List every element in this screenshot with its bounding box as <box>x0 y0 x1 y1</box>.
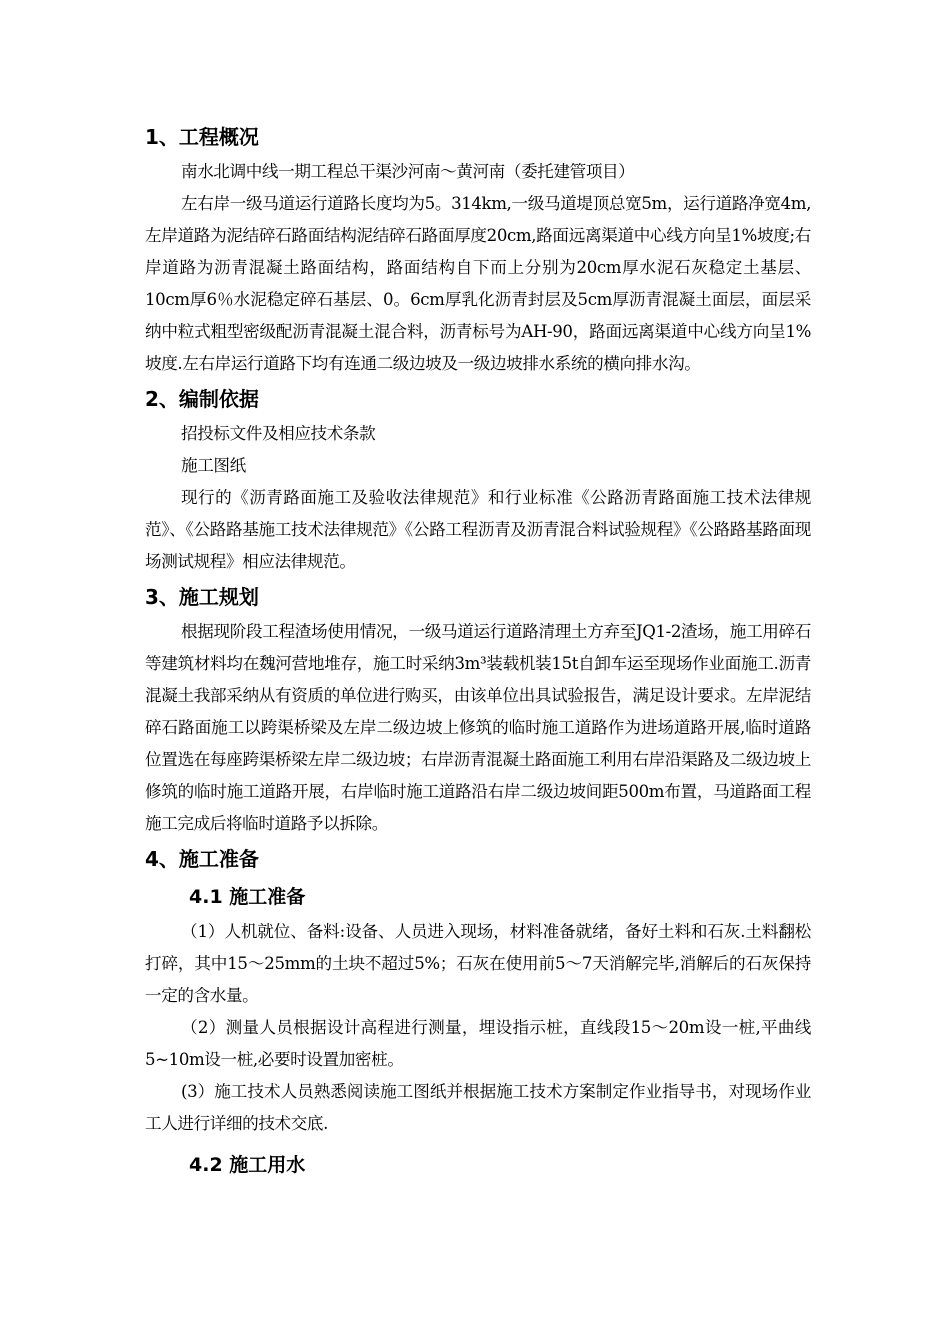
section-heading-preparation: 4、施工准备 <box>145 847 259 871</box>
subsection-heading-4-1: 4.1 施工准备 <box>189 886 306 908</box>
paragraph-prep-item-1: （1）人机就位、备料:设备、人员进入现场，材料准备就绪，备好土料和石灰.土料翻松打碎，其中15～25mm的土块不超过5%；石灰在使用前5～7天消解完毕,消解后的石灰保持一定的含水量。 <box>145 922 811 1005</box>
subsection-heading-4-2: 4.2 施工用水 <box>189 1154 306 1176</box>
paragraph-bid-documents: 招投标文件及相应技术条款 <box>181 424 376 443</box>
paragraph-road-description: 左右岸一级马道运行道路长度均为5。314km,一级马道堤顶总宽5m，运行道路净宽4m,左岸道路为泥结碎石路面结构泥结碎石路面厚度20cm,路面远离渠道中心线方向呈1%坡度;右岸道路为沥青混凝土路面结构，路面结构自下而上分别为20cm厚水泥石灰稳定土基层、10cm厚6％水泥稳定碎石基层、0。6cm厚乳化沥青封层及5cm厚沥青混凝土面层，面层采纳中粒式粗型密级配沥青混凝土混合料，沥青标号为AH-90，路面远离渠道中心线方向呈1%坡度.左右岸运行道路下均有连通二级边坡及一级边坡排水系统的横向排水沟。 <box>145 194 811 373</box>
paragraph-prep-item-3: (3）施工技术人员熟悉阅读施工图纸并根据施工技术方案制定作业指导书，对现场作业工人进行详细的技术交底. <box>145 1082 811 1133</box>
document-page <box>145 118 811 1184</box>
paragraph-prep-item-2: （2）测量人员根据设计高程进行测量，埋设指示桩，直线段15～20m设一桩,平曲线5~10m设一桩,必要时设置加密桩。 <box>145 1018 811 1069</box>
paragraph-drawings: 施工图纸 <box>181 456 246 475</box>
paragraph-project-name: 南水北调中线一期工程总干渠沙河南～黄河南（委托建管项目） <box>181 162 635 181</box>
section-heading-planning: 3、施工规划 <box>145 585 259 609</box>
section-heading-basis: 2、编制依据 <box>145 387 259 411</box>
section-heading-overview: 1、工程概况 <box>145 125 259 149</box>
paragraph-standards: 现行的《沥青路面施工及验收法律规范》和行业标准《公路沥青路面施工技术法律规范》、《公路路基施工技术法律规范》《公路工程沥青及沥青混合料试验规程》《公路路基路面现场测试规程》相应法律规范。 <box>145 488 811 571</box>
paragraph-planning: 根据现阶段工程渣场使用情况，一级马道运行道路清理土方弃至JQ1-2渣场，施工用碎石等建筑材料均在魏河营地堆存，施工时采纳3m³装载机装15t自卸车运至现场作业面施工.沥青混凝土我部采纳从有资质的单位进行购买，由该单位出具试验报告，满足设计要求。左岸泥结碎石路面施工以跨渠桥梁及左岸二级边坡上修筑的临时施工道路作为进场道路开展,临时道路位置选在每座跨渠桥梁左岸二级边坡；右岸沥青混凝土路面施工利用右岸沿渠路及二级边坡上修筑的临时施工道路开展，右岸临时施工道路沿右岸二级边坡间距500m布置，马道路面工程施工完成后将临时道路予以拆除。 <box>145 622 811 833</box>
